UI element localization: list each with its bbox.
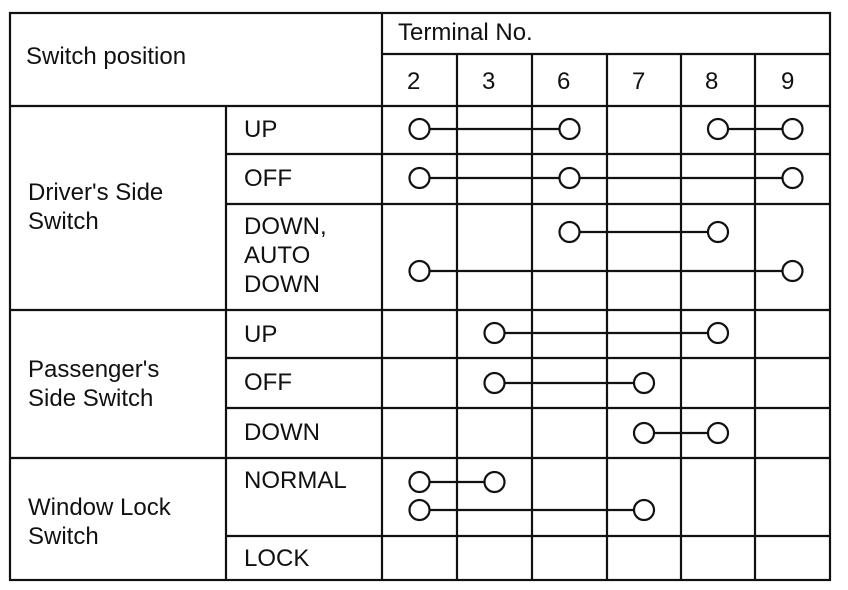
terminal-label-2: 2	[407, 68, 421, 95]
terminal-node	[634, 373, 654, 393]
terminal-node	[783, 168, 803, 188]
terminal-label-8: 8	[705, 68, 719, 95]
terminal-node	[783, 119, 803, 139]
terminal-node	[708, 222, 728, 242]
terminal-label-9: 9	[781, 68, 795, 95]
row-label-driver-down: DOWN, AUTO DOWN	[244, 213, 327, 298]
terminal-node	[485, 472, 505, 492]
row-label-driver-off: OFF	[244, 165, 292, 192]
terminal-node	[708, 423, 728, 443]
terminal-label-7: 7	[632, 68, 646, 95]
terminal-node	[708, 323, 728, 343]
row-label-passenger-up: UP	[244, 321, 278, 348]
terminal-node	[634, 423, 654, 443]
group-name-window-lock: Window Lock Switch	[28, 494, 171, 550]
terminal-node	[560, 168, 580, 188]
switch-position-header: Switch position	[26, 43, 187, 70]
terminal-node	[560, 222, 580, 242]
terminal-node	[560, 119, 580, 139]
row-label-passenger-down: DOWN	[244, 419, 320, 446]
row-label-passenger-off: OFF	[244, 369, 292, 396]
terminal-node	[410, 472, 430, 492]
terminal-node	[410, 261, 430, 281]
row-label-lock-normal: NORMAL	[244, 467, 347, 494]
group-name-drivers-side: Driver's Side Switch	[28, 179, 164, 235]
terminal-node	[783, 261, 803, 281]
group-name-passengers-side: Passenger's Side Switch	[28, 356, 160, 412]
terminal-label-3: 3	[482, 68, 496, 95]
row-label-lock-lock: LOCK	[244, 545, 310, 572]
terminal-no-header: Terminal No.	[398, 19, 533, 46]
terminal-node	[410, 119, 430, 139]
terminal-label-6: 6	[557, 68, 571, 95]
terminal-node	[485, 323, 505, 343]
terminal-node	[485, 373, 505, 393]
row-label-driver-up: UP	[244, 116, 278, 143]
terminal-node	[410, 500, 430, 520]
terminal-node	[410, 168, 430, 188]
terminal-node	[634, 500, 654, 520]
terminal-node	[708, 119, 728, 139]
